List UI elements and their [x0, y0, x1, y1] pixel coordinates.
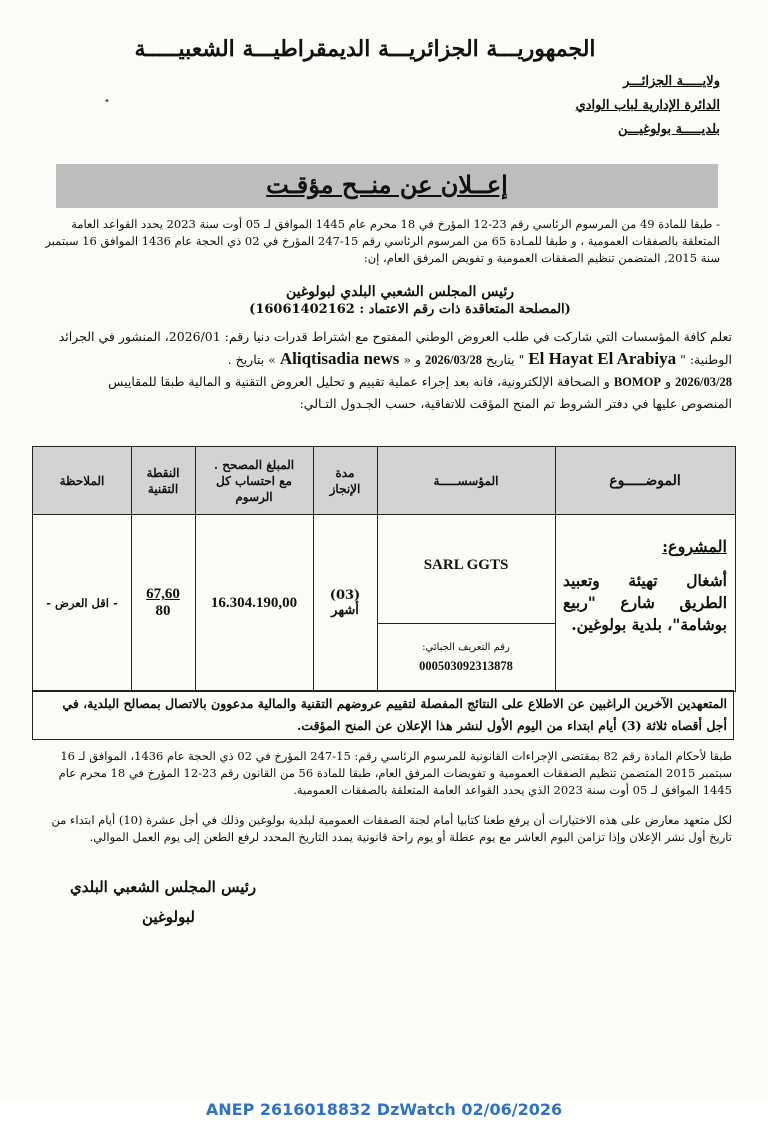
header-score: النقطة التقنية	[131, 447, 195, 515]
score-value: 67,60	[146, 586, 180, 602]
wilaya-line: ولايـــــة الجزائـــر	[623, 74, 720, 89]
award-body	[30, 326, 732, 415]
body-line-2: الوطنية: " El Hayat El Arabiya " بتاريخ 2026/03/28 و « Aliqtisadia news » بتاريخ .	[227, 349, 732, 368]
cell-duration: (03) أشهر	[329, 588, 361, 618]
newspaper-1: El Hayat El Arabiya	[528, 349, 677, 368]
body-line-1: تعلم كافة المؤسسات التي شاركت في طلب العروض الوطني المفتوح مع اشتراط قدرات دنيا رقم: 2026/01، المنشور في الجرائد	[58, 329, 732, 344]
scan-speck: •	[104, 96, 110, 107]
header-subject: الموضـــــوع	[555, 447, 735, 515]
authority-subtitle: (المصلحة المتعاقدة ذات رقم الاعتماد : 16061402162)	[249, 302, 571, 317]
bomop-label: BOMOP	[613, 375, 662, 389]
signature-line-2: لبولوغين	[142, 908, 195, 926]
other-bidders-notice: المتعهدين الآخرين الراغبين عن الاطلاع على النتائج المفصلة لتقييم عروضهم التقنية والمالية مدعوون بالاتصال بمصالح البلدية، في أجل أقصاه ثلاثة (3) أيام ابتداء من اليوم الأول لنشر هذا الإعلان عن المنح المؤقت.	[32, 690, 734, 740]
legal-paragraph: طبقا لأحكام المادة رقم 82 بمقتضى الإجراءات القانونية للمرسوم الرئاسي رقم: 15-247 المؤرخ في 02 ذي الحجة عام 1436، الموافق لـ 16 سبتمبر 2015 المتضمن تنظيم الصفقات العمومية و تفويضات المرفق العام، طبقا للمادة 56 من القانون رقم 23-12 المؤرخ في 18 محرم عام 1445 الموافق لـ 05 أوت سنة 2023 الذي يحدد القواعد العامة المتعلقة بالصفقات العمومية.	[58, 749, 732, 797]
project-label: المشروع:	[662, 537, 727, 556]
cell-score	[131, 515, 195, 691]
cell-company	[377, 515, 555, 623]
appeal-paragraph: لكل متعهد معارض على هذه الاختيارات أن يرفع طعنا كتابيا أمام لجنة الصفقات العمومية لبلدية بولوغين وذلك في أجل عشرة (10) أيام ابتداء من تاريخ أول نشر الإعلان وإذا تزامن اليوم العاشر مع يوم عطلة أو يوم راحة قانونية يمدد التاريخ المحدد لرفع الطعن إلى يوم العمل الموالي.	[51, 813, 732, 844]
tax-id: 000503092313878	[419, 659, 513, 673]
header-amount: المبلغ المصحح . مع احتساب كل الرسوم	[195, 447, 313, 515]
publication-date-2: 2026/03/28	[675, 375, 732, 389]
header-duration: مدة الإنجاز	[313, 447, 377, 515]
republic-title: الجمهوريـــة الجزائريـــة الديمقراطيـــة الشعبيـــــة	[134, 36, 596, 62]
tax-label: رقم التعريف الجبائي:	[422, 642, 510, 653]
cell-subject	[555, 515, 735, 691]
footer-reference: ANEP 2616018832 DzWatch 02/06/2026	[205, 1100, 563, 1119]
newspaper-2: Aliqtisadia news	[279, 349, 400, 368]
score-max: 80	[155, 603, 171, 619]
header-company: المؤسســـــة	[377, 447, 555, 515]
award-table	[32, 446, 736, 692]
project-text: أشغال تهيئة وتعبيد الطريق شارع "ربيع بوشامة"، بلدية بولوغين.	[563, 571, 727, 634]
body-line-3: 2026/03/28 و BOMOP و الصحافة الإلكترونية، فانه بعد إجراء عملية تقييم و تحليل العروض التقنية و المالية طبقا للمقاييس	[108, 374, 732, 389]
body-line-4: المنصوص عليها في دفتر الشروط تم المنح المؤقت للاتفاقية، حسب الجـدول التـالي:	[299, 396, 732, 411]
cell-remark: - اقل العرض -	[46, 596, 118, 610]
signature-line-1: رئيس المجلس الشعبي البلدي	[70, 878, 257, 896]
authority-title: رئيس المجلس الشعبي البلدي لبولوغين	[285, 284, 515, 300]
publication-date-1: 2026/03/28	[425, 353, 482, 367]
commune-line: بلديـــــة بولوغيـــن	[618, 122, 720, 137]
announcement-banner	[56, 164, 718, 208]
header-remark: الملاحظة	[33, 447, 131, 515]
cell-tax	[377, 625, 555, 691]
cell-amount: 16.304.190,00	[210, 594, 298, 611]
daira-line: الدائرة الإدارية لباب الوادي	[575, 98, 720, 113]
company-name: SARL GGTS	[423, 557, 509, 573]
intro-paragraph: - طبقا للمادة 49 من المرسوم الرئاسي رقم 23-12 المؤرخ في 18 محرم عام 1445 الموافق لـ 05 أوت سنة 2023 يحدد القواعد العامة المتعلقة بالصفقات العمومية ، و طبقا للمـادة 65 من المرسوم الرئاسي رقم 15-247 المؤرخ في 02 ذي الحجة عام 1436 الموافق 16 سبتمبر سنة 2015, المتضمن تنظيم الصفقات العمومية و تفويض المرفق العام، إن:	[45, 217, 720, 265]
announcement-title: إعــلان عن منــح مؤقـت	[266, 170, 508, 199]
company-divider	[377, 623, 555, 624]
